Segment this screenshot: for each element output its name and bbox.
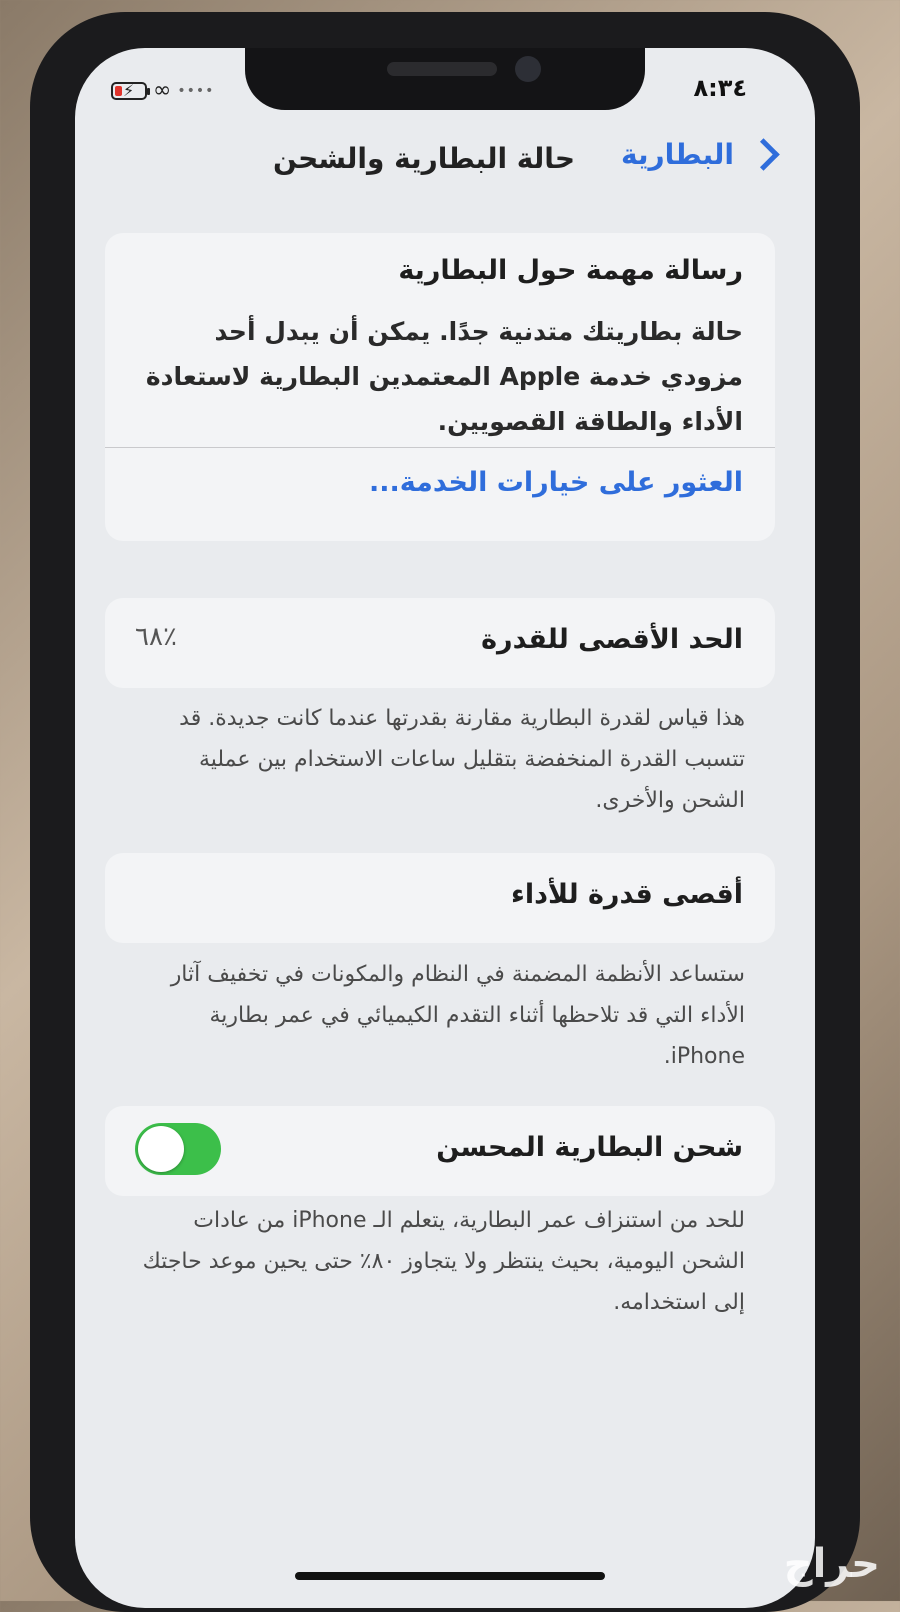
optimized-charging-toggle[interactable] bbox=[135, 1123, 221, 1175]
maximum-capacity-row bbox=[105, 598, 775, 688]
optimized-charging-row bbox=[105, 1106, 775, 1196]
nav-bar bbox=[75, 138, 815, 188]
front-camera bbox=[515, 56, 541, 82]
phone-screen bbox=[75, 48, 815, 1608]
chevron-back-icon bbox=[747, 138, 780, 171]
message-body: حالة بطاريتك متدنية جدًا. يمكن أن يبدل أحد مزودي خدمة Apple المعتمدين البطارية لاستعادة الأداء والطاقة القصويين. bbox=[145, 317, 743, 436]
battery-charging-icon: ⚡ bbox=[111, 82, 147, 100]
divider bbox=[105, 447, 775, 448]
watermark-logo: حراج bbox=[783, 1541, 880, 1587]
capacity-footnote: هذا قياس لقدرة البطارية مقارنة بقدرتها عندما كانت جديدة. قد تتسبب القدرة المنخفضة بتقليل ساعات الاستخدام بين عملية الشحن والأخرى. bbox=[179, 706, 745, 813]
message-title: رسالة مهمة حول البطارية bbox=[398, 255, 743, 286]
back-button[interactable] bbox=[621, 138, 775, 171]
capacity-value: ٪٦٨ bbox=[135, 622, 177, 652]
status-time: ٨:٣٤ bbox=[693, 74, 747, 102]
notch bbox=[245, 48, 645, 110]
optimized-charging-footnote: للحد من استنزاف عمر البطارية، يتعلم الـ iPhone من عادات الشحن اليومية، بحيث ينتظر ولا يتجاوز ٨٠٪ حتى يحين موعد حاجتك إلى استخدامه. bbox=[142, 1208, 745, 1315]
optimized-charging-label: شحن البطارية المحسن bbox=[436, 1132, 743, 1163]
find-service-options-link[interactable]: العثور على خيارات الخدمة... bbox=[369, 467, 743, 498]
toggle-knob bbox=[138, 1126, 184, 1172]
back-label: البطارية bbox=[621, 138, 734, 171]
performance-label: أقصى قدرة للأداء bbox=[511, 879, 743, 910]
peak-performance-row bbox=[105, 853, 775, 943]
capacity-label: الحد الأقصى للقدرة bbox=[481, 624, 743, 655]
home-indicator[interactable] bbox=[295, 1572, 605, 1580]
speaker-grille bbox=[387, 62, 497, 76]
page-title: حالة البطارية والشحن bbox=[272, 142, 575, 175]
performance-footnote: ستساعد الأنظمة المضمنة في النظام والمكونات في تخفيف آثار الأداء التي قد تلاحظها أثناء التقدم الكيميائي في عمر بطارية iPhone. bbox=[170, 962, 745, 1069]
signal-icon: •••• bbox=[177, 82, 215, 99]
battery-message-card bbox=[105, 233, 775, 541]
status-icons bbox=[111, 78, 214, 103]
link-icon: ∞ bbox=[153, 78, 172, 103]
